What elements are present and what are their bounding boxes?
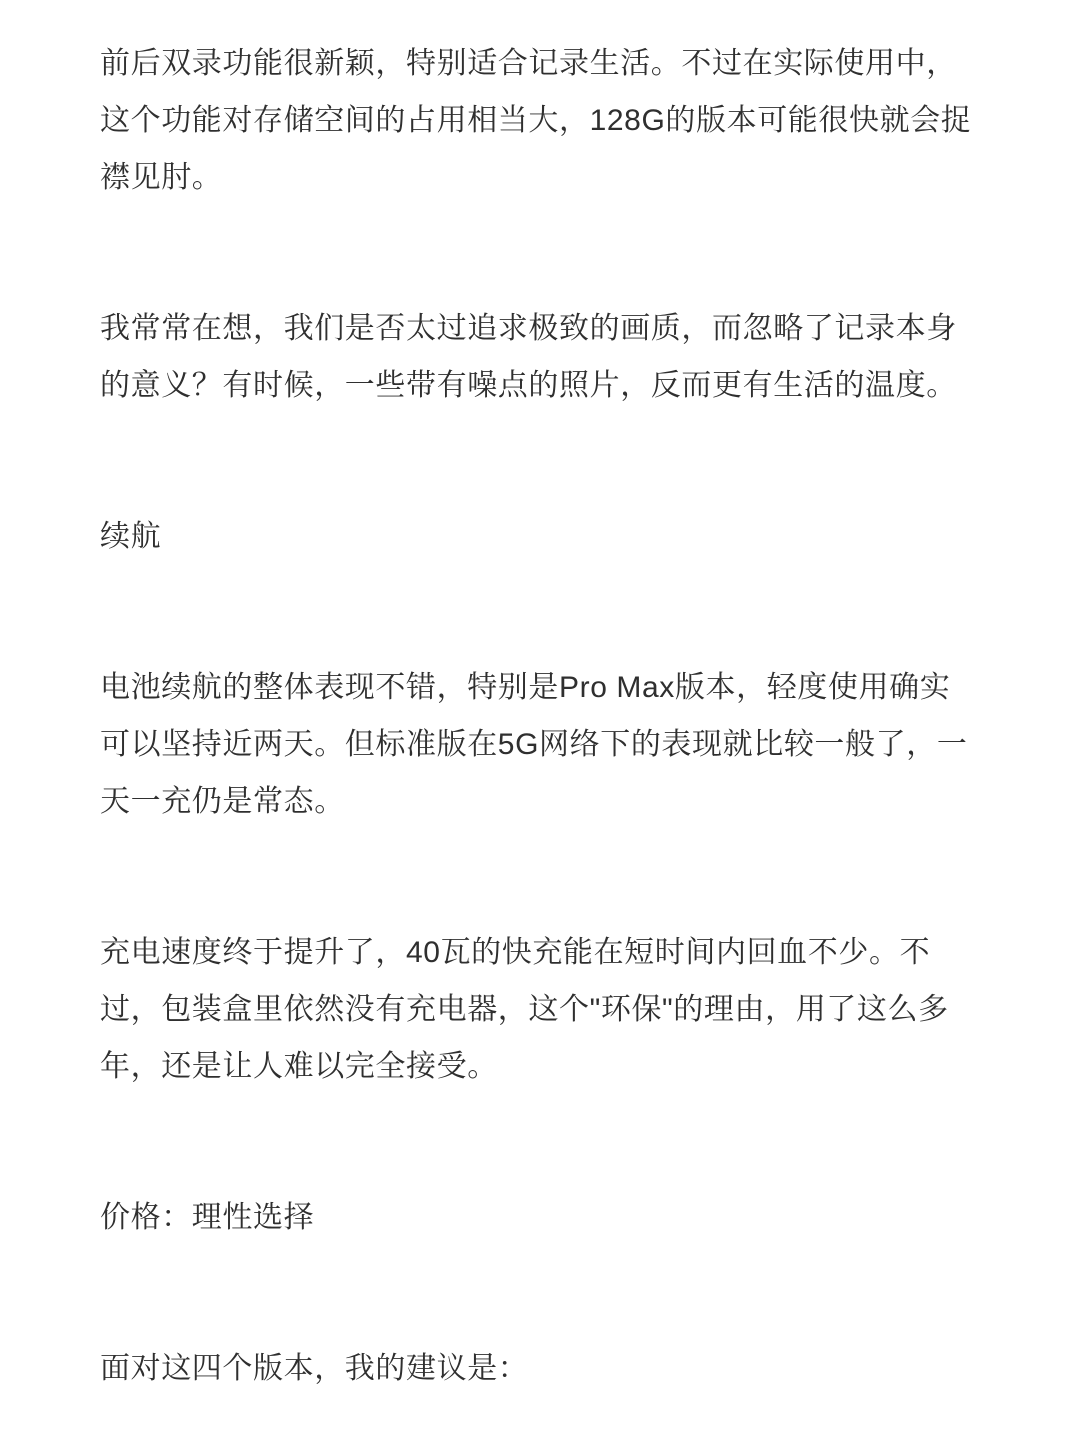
heading-text: 续航: [100, 520, 162, 553]
para-dual-recording: [100, 35, 980, 206]
text-line: 可以坚持近两天。但标准版在5G网络下的表现就比较一般了，一: [100, 728, 968, 761]
text-line: 过，包装盒里依然没有充电器，这个"环保"的理由，用了这么多: [100, 993, 949, 1026]
para-charging: [100, 924, 980, 1095]
text-line: 前后双录功能很新颖，特别适合记录生活。不过在实际使用中，: [100, 47, 957, 80]
text-line: 天一充仍是常态。: [100, 785, 345, 818]
text-line: 面对这四个版本，我的建议是：: [100, 1352, 529, 1385]
para-version-advice: [100, 1340, 980, 1397]
para-image-quality-reflection: [100, 300, 980, 414]
text-line: 襟见肘。: [100, 161, 223, 194]
text-line: 这个功能对存储空间的占用相当大，128G的版本可能很快就会捉: [100, 104, 972, 137]
section-heading-price: [100, 1189, 980, 1246]
para-battery-life: [100, 659, 980, 830]
text-line: 充电速度终于提升了，40瓦的快充能在短时间内回血不少。不: [100, 936, 931, 969]
section-heading-battery: [100, 508, 980, 565]
text-line: 我常常在想，我们是否太过追求极致的画质，而忽略了记录本身: [100, 312, 957, 345]
text-line: 的意义？有时候，一些带有噪点的照片，反而更有生活的温度。: [100, 369, 957, 402]
heading-text: 价格：理性选择: [100, 1201, 315, 1234]
text-line: 年，还是让人难以完全接受。: [100, 1050, 498, 1083]
text-line: 电池续航的整体表现不错，特别是Pro Max版本，轻度使用确实: [100, 671, 951, 704]
